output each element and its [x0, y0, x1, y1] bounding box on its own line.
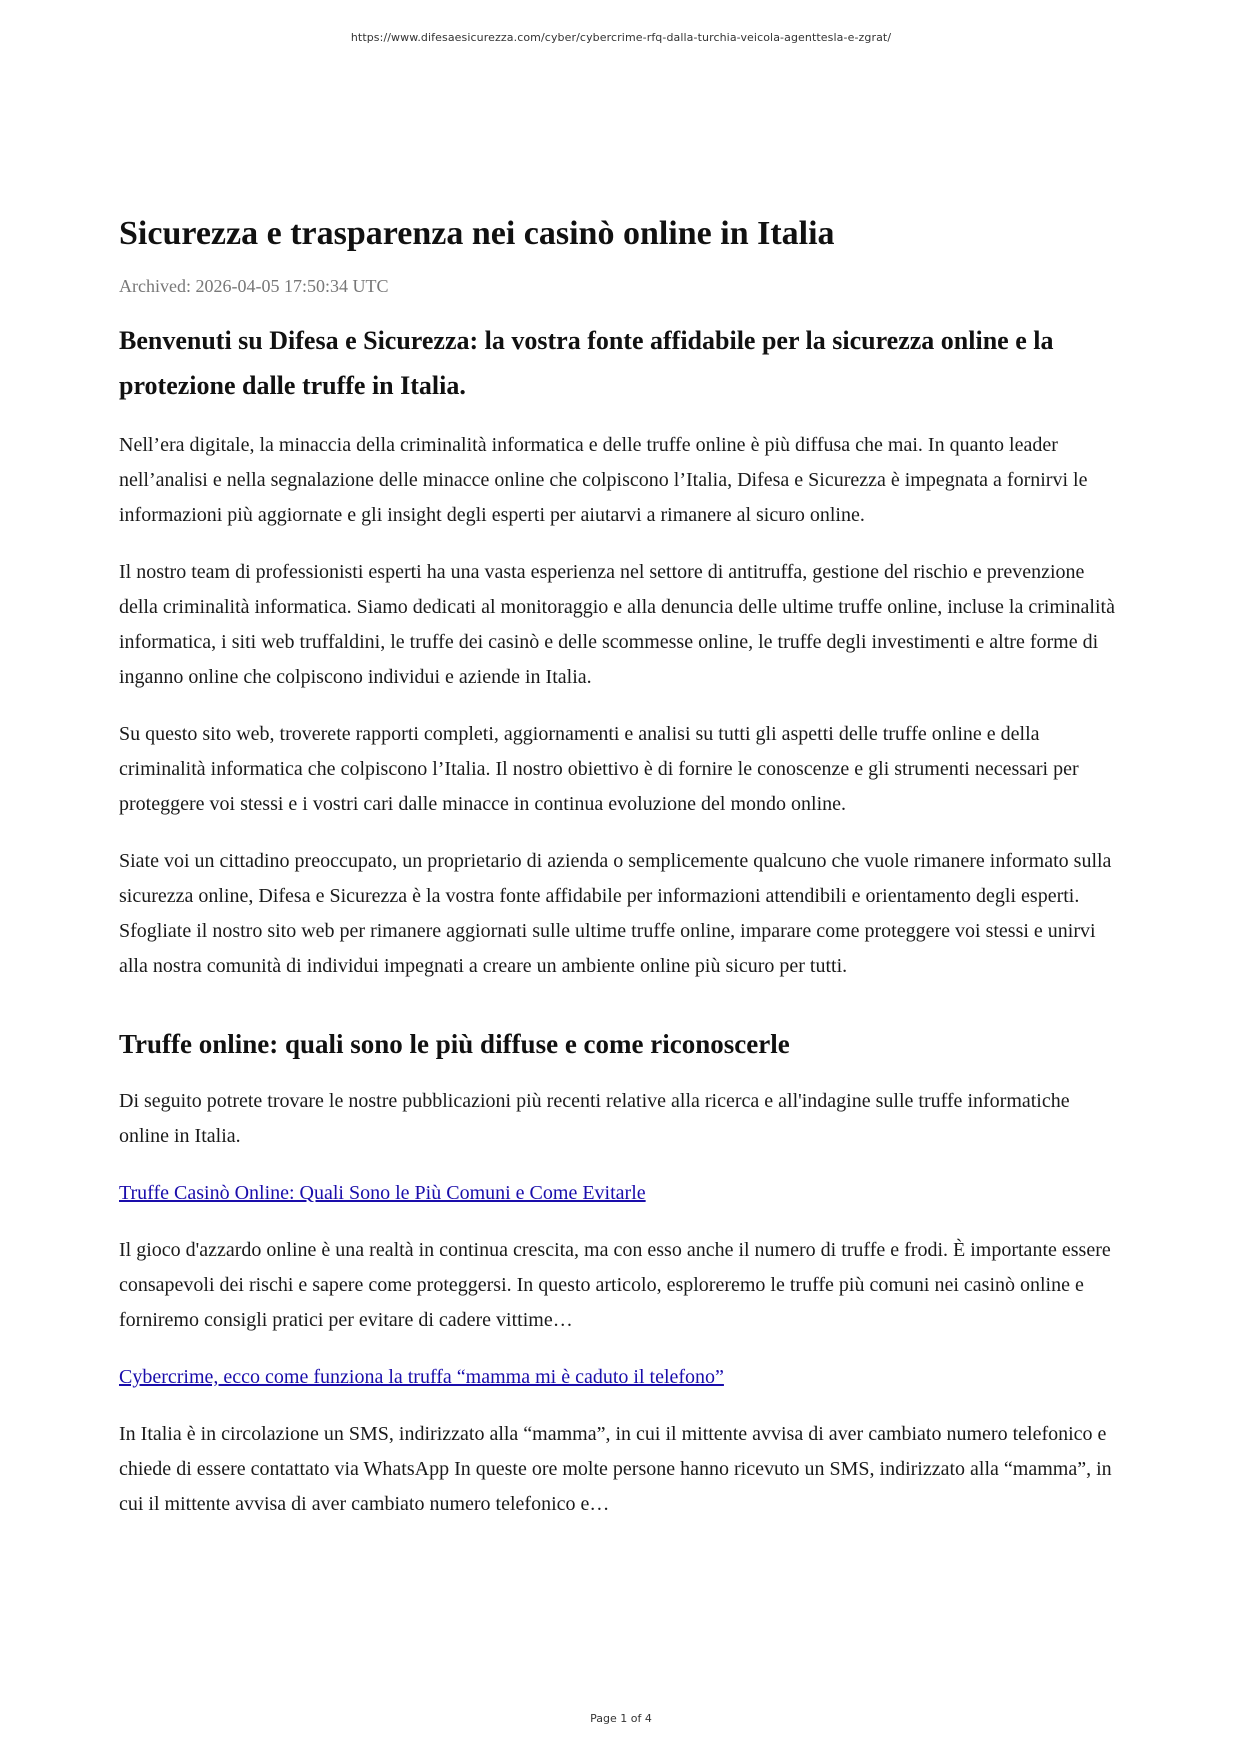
post-link-casino-scams[interactable]: Truffe Casinò Online: Quali Sono le Più Comuni e Come Evitarle	[119, 1182, 646, 1204]
page-title: Sicurezza e trasparenza nei casinò online in Italia	[119, 215, 835, 252]
section-intro: Di seguito potrete trovare le nostre pubblicazioni più recenti relative alla ricerca e all'indagine sulle truffe informatiche online in Italia.	[119, 1090, 1070, 1147]
post-item	[119, 1360, 1119, 1395]
page-number: Page 1 of 4	[590, 1712, 652, 1725]
post-link-mamma-scam[interactable]: Cybercrime, ecco come funziona la truffa “mamma mi è caduto il telefono”	[119, 1366, 724, 1388]
post-excerpt: Il gioco d'azzardo online è una realtà in continua crescita, ma con esso anche il numero di truffe e frodi. È importante essere consapevoli dei rischi e sapere come proteggersi. In questo articolo, esploreremo le truffe più comuni nei casinò online e forniremo consigli pratici per evitare di cadere vittime…	[119, 1239, 1111, 1331]
page-url-header: https://www.difesaesicurezza.com/cyber/cybercrime-rfq-dalla-turchia-veicola-agenttesla-e-zgrat/	[350, 31, 892, 44]
intro-paragraph-3: Su questo sito web, troverete rapporti completi, aggiornamenti e analisi su tutti gli aspetti delle truffe online e della criminalità informatica che colpiscono l’Italia. Il nostro obiettivo è di fornire le conoscenze e gli strumenti necessari per proteggere voi stessi e i vostri cari dalle minacce in continua evoluzione del mondo online.	[119, 723, 1079, 815]
archived-timestamp: Archived: 2026-04-05 17:50:34 UTC	[119, 276, 389, 296]
article-content	[119, 212, 1119, 1522]
section-heading: Truffe online: quali sono le più diffuse e come riconoscerle	[119, 1029, 790, 1059]
post-excerpt: In Italia è in circolazione un SMS, indirizzato alla “mamma”, in cui il mittente avvisa di aver cambiato numero telefonico e chiede di essere contattato via WhatsApp In queste ore molte persone hanno ricevuto un SMS, indirizzato alla “mamma”, in cui il mittente avvisa di aver cambiato numero telefonico e…	[119, 1423, 1112, 1515]
post-item	[119, 1176, 1119, 1211]
intro-paragraph-1: Nell’era digitale, la minaccia della criminalità informatica e delle truffe online è più diffusa che mai. In quanto leader nell’analisi e nella segnalazione delle minacce online che colpiscono l’Italia, Difesa e Sicurezza è impegnata a fornirvi le informazioni più aggiornate e gli insight degli esperti per aiutarvi a rimanere al sicuro online.	[119, 434, 1088, 526]
intro-paragraph-2: Il nostro team di professionisti esperti ha una vasta esperienza nel settore di antitruffa, gestione del rischio e prevenzione della criminalità informatica. Siamo dedicati al monitoraggio e alla denuncia delle ultime truffe online, incluse la criminalità informatica, i siti web truffaldini, le truffe dei casinò e delle scommesse online, le truffe degli investimenti e altre forme di inganno online che colpiscono individui e aziende in Italia.	[119, 561, 1115, 688]
intro-paragraph-4: Siate voi un cittadino preoccupato, un proprietario di azienda o semplicemente qualcuno che vuole rimanere informato sulla sicurezza online, Difesa e Sicurezza è la vostra fonte affidabile per informazioni attendibili e orientamento degli esperti. Sfogliate il nostro sito web per rimanere aggiornati sulle ultime truffe online, imparare come proteggere voi stessi e unirvi alla nostra comunità di individui impegnati a creare un ambiente online più sicuro per tutti.	[119, 850, 1112, 977]
intro-heading: Benvenuti su Difesa e Sicurezza: la vostra fonte affidabile per la sicurezza online e la protezione dalle truffe in Italia.	[119, 326, 1054, 400]
